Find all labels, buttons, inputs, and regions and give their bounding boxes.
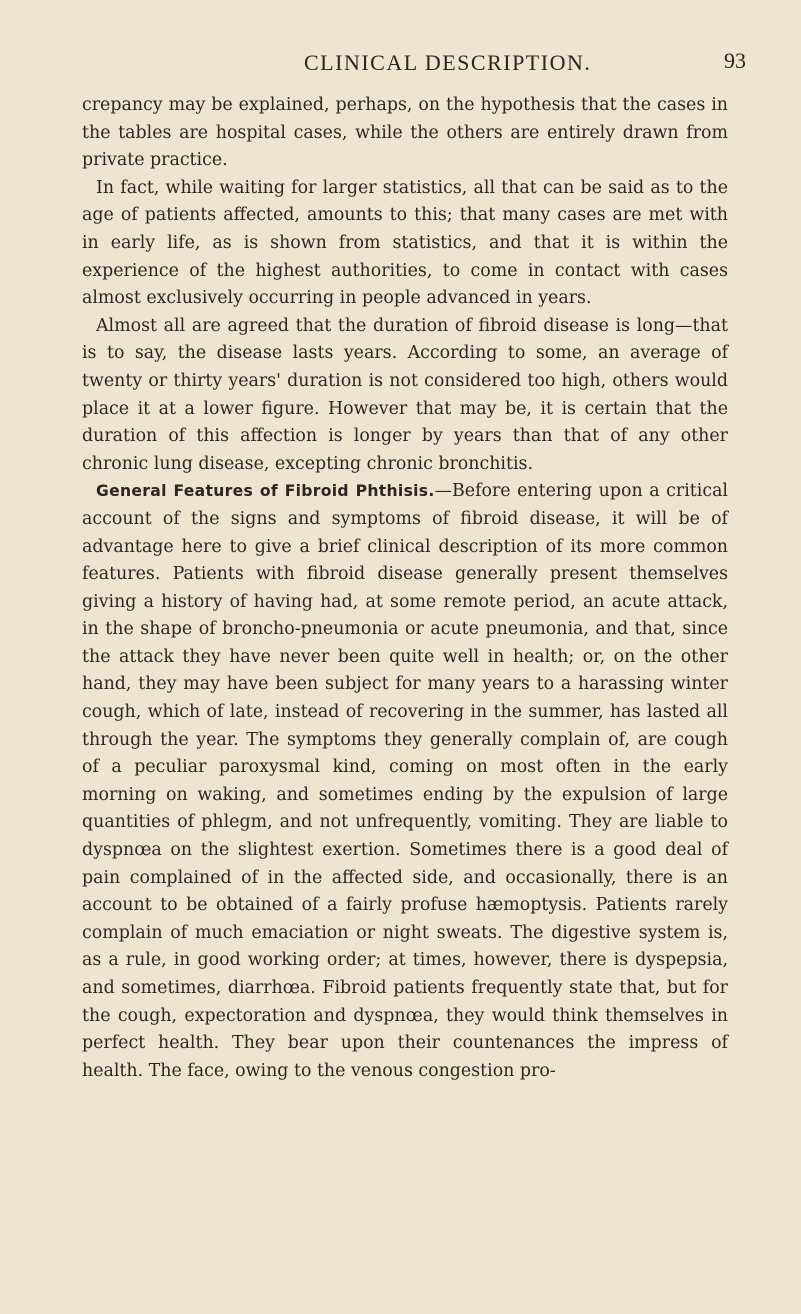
running-head-title: CLINICAL DESCRIPTION. bbox=[304, 50, 592, 75]
page-number: 93 bbox=[724, 48, 746, 73]
paragraph-general-features-text: —Before entering upon a critical account of the signs and symptoms of fibroid disease, it will be of advantage here to give a brief clinical description of its more common features. Patients with fibroid disease generally present themselves giving a history of having had, at some remote period, an acute attack, in the shape of broncho-pneumonia or acute pneumonia, and that, since the attack they have never been quite well in health; or, on the other hand, they may have been subject for many years to a harassing winter cough, which of late, instead of recovering in the summer, has lasted all through the year. The symptoms they generally complain of, are cough of a peculiar paroxysmal kind, coming on most often in the early morning on waking, and sometimes ending by the expulsion of large quantities of phlegm, and not unfrequently, vomiting. They are liable to dyspnœa on the slightest exertion. Sometimes there is a good deal of pain complained of in the affected side, and occasionally, there is an account to be obtained of a fairly profuse hæmoptysis. Patients rarely complain of much emaciation or night sweats. The digestive system is, as a rule, in good working order; at times, however, there is dyspepsia, and sometimes, diarrhœa. Fibroid patients frequently state that, but for the cough, expectoration and dyspnœa, they would think themselves in perfect health. They bear upon their countenances the impress of health. The face, owing to the venous congestion pro- bbox=[82, 481, 728, 1081]
paragraph-age-of-patients: In fact, while waiting for larger statistics, all that can be said as to the age of patients affected, amounts to this; that many cases are met with in early life, as is shown from statistics, and that it is within the experience of the highest authorities, to come in contact with cases almost exclusively occurring in people advanced in years. bbox=[82, 177, 728, 309]
paragraph-continuation: crepancy may be explained, perhaps, on the hypothesis that the cases in the tables are hospital cases, while the others are entirely drawn from private practice. bbox=[82, 95, 728, 171]
paragraph-duration: Almost all are agreed that the duration of fibroid disease is long—that is to say, the disease lasts years. According to some, an average of twenty or thirty years' duration is not considered too high, others would place it at a lower figure. However that may be, it is certain that the duration of this affection is longer by years than that of any other chronic lung disease, excepting chronic bronchitis. bbox=[82, 315, 728, 474]
paragraph-general-features bbox=[82, 478, 728, 1085]
text-body bbox=[82, 92, 728, 1085]
section-heading: General Features of Fibroid Phthisis. bbox=[96, 482, 435, 501]
